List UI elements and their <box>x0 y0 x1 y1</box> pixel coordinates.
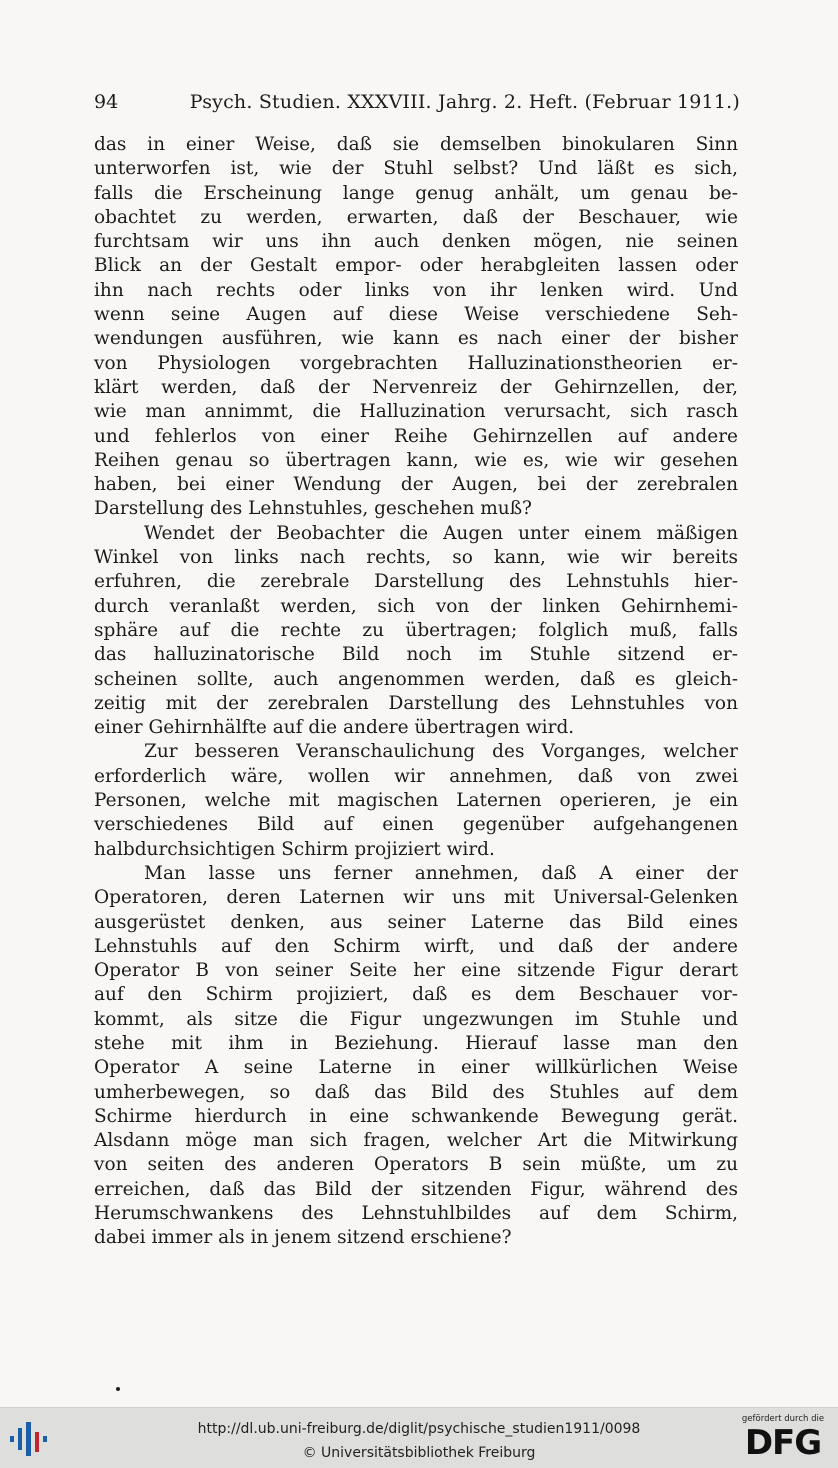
text-line: Zur besseren Veranschaulichung des Vorganges, welcher <box>144 741 738 763</box>
text-line: furchtsam wir uns ihn auch denken mögen, nie seinen <box>94 231 738 253</box>
dfg-caption: gefördert durch die <box>741 1414 825 1424</box>
dfg-logo <box>738 1414 828 1464</box>
text-line: zeitig mit der zerebralen Darstellung des Lehnstuhles von <box>94 692 738 714</box>
running-title: Psych. Studien. XXXVIII. Jahrg. 2. Heft. (Februar 1911.) <box>189 91 740 113</box>
text-line: sphäre auf die rechte zu übertragen; folglich muß, falls <box>94 619 738 641</box>
stray-mark <box>116 1387 120 1391</box>
copyright-notice: © Universitätsbibliothek Freiburg <box>302 1445 536 1461</box>
text-line: halbdurchsichtigen Schirm projiziert wird. <box>94 838 495 860</box>
source-url-link[interactable]: http://dl.ub.uni-freiburg.de/diglit/psychische_studien1911/0098 <box>197 1421 641 1437</box>
text-line: scheinen sollte, auch angenommen werden, daß es gleich- <box>94 668 738 690</box>
text-line: durch veranlaßt werden, sich von der linken Gehirnhemi- <box>94 595 738 617</box>
body-text <box>94 133 738 1251</box>
text-line: Herumschwankens des Lehnstuhlbildes auf dem Schirm, <box>94 1203 738 1225</box>
text-line: falls die Erscheinung lange genug anhält, um genau be- <box>94 182 738 204</box>
text-line: auf den Schirm projiziert, daß es dem Beschauer vor- <box>94 984 738 1006</box>
text-line: Wendet der Beobachter die Augen unter einem mäßigen <box>144 522 738 544</box>
text-line: und fehlerlos von einer Reihe Gehirnzellen auf andere <box>94 425 738 447</box>
text-line: Winkel von links nach rechts, so kann, wie wir bereits <box>94 547 738 569</box>
text-line: dabei immer als in jenem sitzend erschiene? <box>94 1227 512 1249</box>
text-line: Schirme hierdurch in eine schwankende Bewegung gerät. <box>94 1105 738 1127</box>
text-line: stehe mit ihm in Beziehung. Hierauf lasse man den <box>94 1032 738 1054</box>
text-line: Darstellung des Lehnstuhles, geschehen muß? <box>94 498 532 520</box>
text-line: ihn nach rechts oder links von ihr lenken wird. Und <box>94 279 738 301</box>
text-line: Alsdann möge man sich fragen, welcher Art die Mitwirkung <box>94 1130 738 1152</box>
text-line: Blick an der Gestalt empor- oder herabgleiten lassen oder <box>94 255 738 277</box>
text-line: wenn seine Augen auf diese Weise verschiedene Seh- <box>94 304 738 326</box>
text-line: Operator A seine Laterne in einer willkürlichen Weise <box>94 1057 738 1079</box>
text-line: das in einer Weise, daß sie demselben binokularen Sinn <box>94 134 738 155</box>
page-number: 94 <box>94 91 119 113</box>
text-line: von seiten des anderen Operators B sein müßte, um zu <box>94 1154 738 1176</box>
paragraph <box>94 133 738 522</box>
text-line: verschiedenes Bild auf einen gegenüber aufgehangenen <box>94 814 738 836</box>
text-line: erreichen, daß das Bild der sitzenden Figur, während des <box>94 1178 738 1200</box>
text-line: Operatoren, deren Laternen wir uns mit Universal-Gelenken <box>94 887 738 909</box>
text-line: das halluzinatorische Bild noch im Stuhle sitzend er- <box>94 644 738 666</box>
text-line: einer Gehirnhälfte auf die andere übertragen wird. <box>94 717 575 739</box>
text-line: obachtet zu werden, erwarten, daß der Beschauer, wie <box>94 206 738 228</box>
text-line: haben, bei einer Wendung der Augen, bei der zerebralen <box>94 474 738 496</box>
paragraph <box>94 862 738 1251</box>
text-line: unterworfen ist, wie der Stuhl selbst? Und läßt es sich, <box>94 158 738 180</box>
text-line: wie man annimmt, die Halluzination verursacht, sich rasch <box>94 401 738 423</box>
text-line: Man lasse uns ferner annehmen, daß A einer der <box>144 862 738 884</box>
text-line: kommt, als sitze die Figur ungezwungen im Stuhle und <box>94 1008 738 1030</box>
dfg-mark: DFG <box>744 1423 822 1463</box>
text-line: Operator B von seiner Seite her eine sitzende Figur derart <box>94 960 738 982</box>
text-line: wendungen ausführen, wie kann es nach einer der bisher <box>94 328 738 350</box>
text-line: von Physiologen vorgebrachten Halluzinationstheorien er- <box>94 352 738 374</box>
viewer-footer <box>0 1407 838 1468</box>
text-line: ausgerüstet denken, aus seiner Laterne das Bild eines <box>94 911 738 933</box>
paragraph <box>94 740 738 861</box>
text-line: umherbewegen, so daß das Bild des Stuhles auf dem <box>94 1081 738 1103</box>
text-line: erforderlich wäre, wollen wir annehmen, daß von zwei <box>94 765 738 787</box>
text-line: Lehnstuhls auf den Schirm wirft, und daß der andere <box>94 935 738 957</box>
text-line: Personen, welche mit magischen Laternen operieren, je ein <box>94 790 738 812</box>
text-line: erfuhren, die zerebrale Darstellung des Lehnstuhls hier- <box>94 571 738 593</box>
running-head <box>94 88 740 116</box>
text-line: Reihen genau so übertragen kann, wie es, wie wir gesehen <box>94 449 738 471</box>
paragraph <box>94 522 738 741</box>
text-line: klärt werden, daß der Nervenreiz der Gehirnzellen, der, <box>94 376 738 398</box>
